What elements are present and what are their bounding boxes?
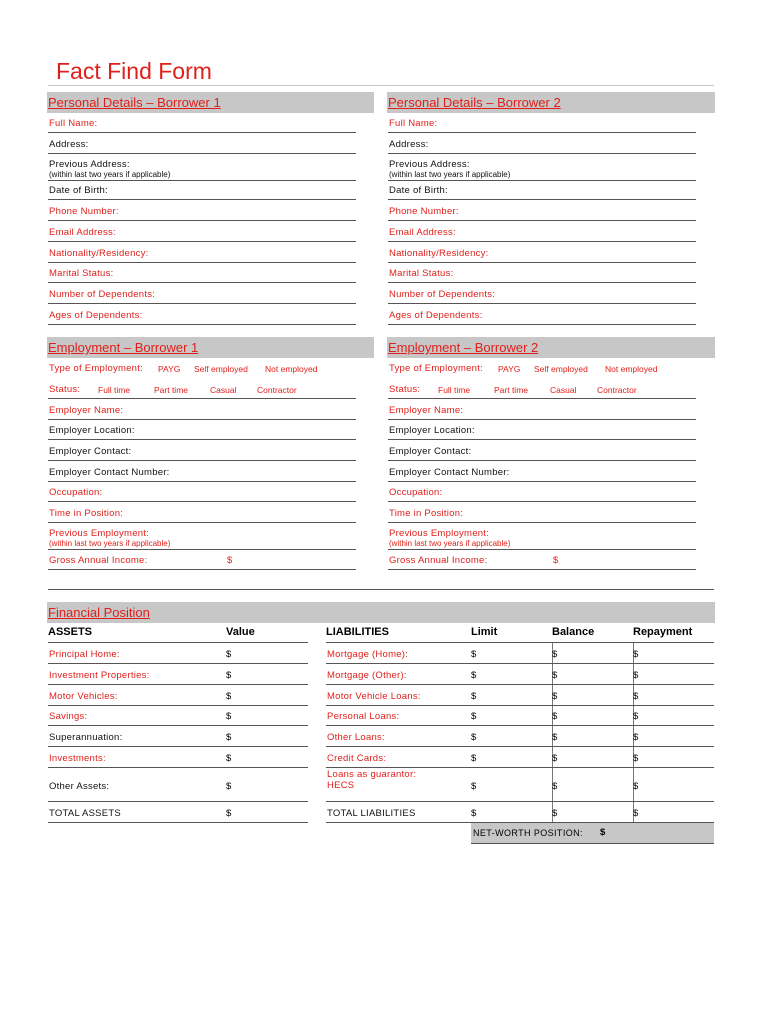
field-label-text: Marital Status: bbox=[389, 268, 454, 279]
asset-label: TOTAL ASSETS bbox=[49, 808, 121, 819]
personal-field-b1[interactable] bbox=[48, 242, 356, 263]
currency-symbol: $ bbox=[227, 555, 233, 566]
field-label bbox=[389, 185, 448, 196]
employment-field-b1[interactable] bbox=[48, 420, 356, 440]
liability-label bbox=[327, 808, 416, 819]
employment-field-b1[interactable] bbox=[48, 482, 356, 502]
liability-currency: $ bbox=[471, 753, 477, 764]
liability-label-text: Personal Loans: bbox=[327, 711, 400, 722]
personal-field-b1[interactable] bbox=[48, 154, 356, 181]
field-label-text: Full Name: bbox=[389, 118, 438, 129]
liability-label bbox=[327, 753, 386, 764]
liability-row[interactable] bbox=[326, 802, 714, 823]
field-label bbox=[389, 248, 489, 259]
field-label bbox=[389, 405, 463, 416]
employment-field-b1[interactable] bbox=[48, 461, 356, 482]
asset-value-currency: $ bbox=[226, 670, 232, 681]
personal-field-b2[interactable] bbox=[388, 133, 696, 154]
form-title: Fact Find Form bbox=[56, 58, 212, 84]
employment-status-option[interactable]: Casual bbox=[210, 385, 237, 395]
liability-currency: $ bbox=[471, 691, 477, 702]
employment-field-b2[interactable] bbox=[388, 399, 696, 420]
field-note: (within last two years if applicable) bbox=[49, 539, 171, 548]
asset-label: Investment Properties: bbox=[49, 670, 150, 681]
employment-b1-heading: Employment – Borrower 1 bbox=[48, 340, 199, 355]
asset-value-currency: $ bbox=[226, 781, 232, 792]
field-label-text: Employer Contact Number: bbox=[49, 467, 170, 478]
field-label bbox=[49, 227, 116, 238]
employment-status-option[interactable]: Contractor bbox=[597, 385, 637, 395]
personal-field-b2[interactable] bbox=[388, 221, 696, 242]
employment-field-b2[interactable] bbox=[388, 482, 696, 502]
liability-label bbox=[327, 711, 399, 722]
liability-row[interactable] bbox=[326, 726, 714, 747]
field-label-text: Email Address: bbox=[49, 227, 116, 238]
liability-currency: $ bbox=[471, 808, 477, 819]
liability-label bbox=[327, 649, 408, 660]
liability-currency: $ bbox=[633, 808, 639, 819]
liability-row[interactable] bbox=[326, 706, 714, 726]
employment-type-option[interactable]: Self employed bbox=[194, 364, 248, 374]
asset-value-currency: $ bbox=[226, 649, 232, 660]
employment-extra-line[interactable] bbox=[48, 570, 388, 590]
liability-row[interactable] bbox=[326, 685, 714, 706]
liability-label bbox=[327, 670, 407, 681]
field-label-text: Occupation: bbox=[49, 487, 103, 498]
liability-row[interactable] bbox=[326, 664, 714, 685]
field-label bbox=[49, 310, 142, 321]
field-label bbox=[49, 268, 113, 279]
field-underline bbox=[48, 822, 308, 823]
field-label-text: Time in Position: bbox=[49, 508, 124, 519]
repayment-header: Repayment bbox=[633, 626, 693, 638]
liability-currency: $ bbox=[552, 670, 558, 681]
field-label bbox=[389, 289, 495, 300]
field-label-text: Employer Name: bbox=[389, 405, 464, 416]
liability-label-text: Mortgage (Home): bbox=[327, 649, 409, 660]
field-label bbox=[389, 206, 459, 217]
field-label bbox=[389, 487, 442, 498]
asset-value-currency: $ bbox=[226, 732, 232, 743]
liability-currency: $ bbox=[552, 753, 558, 764]
liability-currency: $ bbox=[552, 711, 558, 722]
field-label-text: Gross Annual Income: bbox=[49, 555, 148, 566]
field-label-text: Employer Location: bbox=[49, 425, 135, 436]
employment-field-b2[interactable] bbox=[388, 440, 696, 461]
net-worth-currency: $ bbox=[600, 827, 606, 838]
employment-field-b2[interactable] bbox=[388, 523, 696, 550]
personal-b2-heading: Personal Details – Borrower 2 bbox=[388, 95, 561, 110]
field-label bbox=[389, 227, 456, 238]
asset-row[interactable] bbox=[48, 685, 308, 706]
assets-header: ASSETS bbox=[48, 626, 93, 638]
employment-field-b2[interactable] bbox=[388, 461, 696, 482]
field-label-text: Date of Birth: bbox=[49, 185, 108, 196]
employment-status-label: Status: bbox=[389, 384, 421, 395]
liability-currency: $ bbox=[471, 670, 477, 681]
field-label bbox=[389, 425, 475, 436]
field-label-text: Gross Annual Income: bbox=[389, 555, 488, 566]
employment-type-option[interactable]: PAYG bbox=[158, 364, 181, 374]
employment-type-option[interactable]: PAYG bbox=[498, 364, 521, 374]
field-underline bbox=[48, 324, 356, 325]
personal-field-b1[interactable] bbox=[48, 133, 356, 154]
field-label bbox=[49, 248, 149, 259]
personal-b1-heading: Personal Details – Borrower 1 bbox=[48, 95, 221, 110]
employment-type-option[interactable]: Not employed bbox=[605, 364, 658, 374]
field-label-text: Marital Status: bbox=[49, 268, 114, 279]
personal-field-b2[interactable] bbox=[388, 242, 696, 263]
personal-field-b1[interactable] bbox=[48, 263, 356, 283]
field-label bbox=[49, 446, 131, 457]
net-worth-label: NET-WORTH POSITION: bbox=[473, 828, 583, 838]
liability-row[interactable] bbox=[326, 643, 714, 664]
asset-label: Savings: bbox=[49, 711, 88, 722]
field-label bbox=[49, 289, 155, 300]
employment-field-b1[interactable] bbox=[48, 502, 356, 523]
field-label bbox=[49, 139, 89, 150]
field-underline bbox=[388, 324, 696, 325]
asset-label: Other Assets: bbox=[49, 781, 110, 792]
asset-row[interactable] bbox=[48, 768, 308, 802]
field-label-text: Employer Contact Number: bbox=[389, 467, 510, 478]
field-label bbox=[49, 555, 147, 566]
field-note: (within last two years if applicable) bbox=[389, 539, 511, 548]
employment-field-b2[interactable] bbox=[388, 420, 696, 440]
field-label bbox=[49, 185, 108, 196]
financial-heading: Financial Position bbox=[48, 605, 150, 620]
field-label bbox=[389, 528, 510, 549]
employment-status-option[interactable]: Casual bbox=[550, 385, 577, 395]
personal-field-b1[interactable] bbox=[48, 112, 356, 133]
liability-label-text-2: HECS bbox=[327, 780, 355, 791]
field-label-text: Nationality/Residency: bbox=[49, 248, 149, 259]
liability-currency: $ bbox=[552, 808, 558, 819]
employment-status-option[interactable]: Part time bbox=[494, 385, 529, 395]
employment-status-row-b2 bbox=[388, 378, 696, 399]
liability-label bbox=[327, 691, 421, 702]
liability-row[interactable] bbox=[326, 747, 714, 768]
personal-field-b2[interactable] bbox=[388, 283, 696, 304]
employment-field-b1[interactable] bbox=[48, 523, 356, 550]
asset-label: Investments: bbox=[49, 753, 106, 764]
field-label-text: Full Name: bbox=[49, 118, 98, 129]
field-label-text: Occupation: bbox=[389, 487, 443, 498]
liability-currency: $ bbox=[633, 649, 639, 660]
asset-label: Motor Vehicles: bbox=[49, 691, 118, 702]
asset-label: Superannuation: bbox=[49, 732, 123, 743]
liability-currency: $ bbox=[633, 670, 639, 681]
liability-currency: $ bbox=[471, 649, 477, 660]
asset-row[interactable] bbox=[48, 726, 308, 747]
field-label bbox=[389, 268, 453, 279]
asset-value-currency: $ bbox=[226, 753, 232, 764]
personal-field-b1[interactable] bbox=[48, 221, 356, 242]
field-label-text: Previous Address: bbox=[389, 159, 470, 170]
field-label-text: Date of Birth: bbox=[389, 185, 448, 196]
asset-row[interactable] bbox=[48, 664, 308, 685]
field-note: (within last two years if applicable) bbox=[49, 170, 171, 179]
personal-field-b1[interactable] bbox=[48, 304, 356, 325]
field-label bbox=[389, 508, 463, 519]
field-label-text: Ages of Dependents: bbox=[49, 310, 143, 321]
asset-label: Principal Home: bbox=[49, 649, 120, 660]
field-label-text: Previous Address: bbox=[49, 159, 130, 170]
field-label-text: Email Address: bbox=[389, 227, 456, 238]
liability-label-text: Motor Vehicle Loans: bbox=[327, 691, 421, 702]
liability-label bbox=[327, 769, 416, 791]
field-label bbox=[49, 118, 97, 129]
asset-row[interactable] bbox=[48, 706, 308, 726]
field-label-text: Previous Employment: bbox=[49, 528, 150, 539]
liability-currency: $ bbox=[633, 781, 639, 792]
liability-currency: $ bbox=[471, 711, 477, 722]
field-label-text: Phone Number: bbox=[49, 206, 119, 217]
liability-currency: $ bbox=[552, 691, 558, 702]
liability-currency: $ bbox=[633, 711, 639, 722]
employment-extra-line[interactable] bbox=[388, 570, 714, 590]
liability-currency: $ bbox=[633, 732, 639, 743]
field-label bbox=[389, 159, 510, 180]
title-divider bbox=[48, 85, 714, 86]
personal-field-b1[interactable] bbox=[48, 283, 356, 304]
liability-currency: $ bbox=[633, 753, 639, 764]
balance-header: Balance bbox=[552, 626, 595, 638]
employment-field-b1[interactable] bbox=[48, 399, 356, 420]
field-label bbox=[49, 528, 170, 549]
field-label bbox=[389, 467, 510, 478]
field-label-text: Ages of Dependents: bbox=[389, 310, 483, 321]
field-label bbox=[49, 508, 123, 519]
employment-field-b1[interactable] bbox=[48, 440, 356, 461]
asset-row[interactable] bbox=[48, 747, 308, 768]
field-label bbox=[389, 118, 437, 129]
asset-value-currency: $ bbox=[226, 808, 232, 819]
field-label-text: Number of Dependents: bbox=[389, 289, 496, 300]
field-label-text: Employer Contact: bbox=[49, 446, 132, 457]
employment-type-label: Type of Employment: bbox=[389, 363, 483, 374]
liability-currency: $ bbox=[552, 649, 558, 660]
field-label bbox=[49, 487, 102, 498]
currency-symbol: $ bbox=[553, 555, 559, 566]
personal-field-b2[interactable] bbox=[388, 263, 696, 283]
asset-row[interactable] bbox=[48, 643, 308, 664]
field-note: (within last two years if applicable) bbox=[389, 170, 511, 179]
field-label-text: Phone Number: bbox=[389, 206, 459, 217]
field-label bbox=[49, 159, 170, 180]
field-label bbox=[49, 425, 135, 436]
limit-header: Limit bbox=[471, 626, 498, 638]
liability-label-text: Credit Cards: bbox=[327, 753, 387, 764]
employment-status-option[interactable]: Full time bbox=[438, 385, 471, 395]
field-underline bbox=[388, 589, 714, 590]
employment-status-option[interactable]: Contractor bbox=[257, 385, 297, 395]
field-label bbox=[389, 139, 429, 150]
employment-status-option[interactable]: Full time bbox=[98, 385, 131, 395]
value-header: Value bbox=[226, 626, 255, 638]
employment-type-option[interactable]: Self employed bbox=[534, 364, 588, 374]
employment-field-b2[interactable] bbox=[388, 502, 696, 523]
field-label bbox=[49, 467, 170, 478]
field-label-text: Time in Position: bbox=[389, 508, 464, 519]
field-label bbox=[389, 555, 487, 566]
liability-label-text: Other Loans: bbox=[327, 732, 385, 743]
liability-currency: $ bbox=[552, 781, 558, 792]
field-label-text: Employer Location: bbox=[389, 425, 475, 436]
field-underline bbox=[48, 589, 388, 590]
field-label-text: Address: bbox=[49, 139, 89, 150]
personal-field-b2[interactable] bbox=[388, 200, 696, 221]
personal-field-b1[interactable] bbox=[48, 181, 356, 200]
liability-label-text: TOTAL LIABILITIES bbox=[327, 808, 416, 819]
liability-currency: $ bbox=[633, 691, 639, 702]
asset-value-currency: $ bbox=[226, 691, 232, 702]
field-label-text: Nationality/Residency: bbox=[389, 248, 489, 259]
liability-currency: $ bbox=[552, 732, 558, 743]
liability-label-text: Loans as guarantor: bbox=[327, 769, 417, 780]
personal-field-b2[interactable] bbox=[388, 112, 696, 133]
field-label bbox=[389, 310, 482, 321]
employment-field-b1[interactable] bbox=[48, 550, 356, 570]
liability-currency: $ bbox=[471, 781, 477, 792]
employment-status-label: Status: bbox=[49, 384, 81, 395]
liability-currency: $ bbox=[471, 732, 477, 743]
liabilities-header: LIABILITIES bbox=[326, 626, 389, 638]
personal-field-b2[interactable] bbox=[388, 304, 696, 325]
employment-type-label: Type of Employment: bbox=[49, 363, 143, 374]
liability-label-text: Mortgage (Other): bbox=[327, 670, 407, 681]
employment-type-option[interactable]: Not employed bbox=[265, 364, 318, 374]
field-label-text: Number of Dependents: bbox=[49, 289, 156, 300]
asset-value-currency: $ bbox=[226, 711, 232, 722]
liability-row[interactable] bbox=[326, 768, 714, 802]
personal-field-b2[interactable] bbox=[388, 154, 696, 181]
asset-row[interactable] bbox=[48, 802, 308, 823]
field-label bbox=[49, 206, 119, 217]
field-label bbox=[389, 446, 471, 457]
field-label bbox=[49, 405, 123, 416]
employment-b2-heading: Employment – Borrower 2 bbox=[388, 340, 539, 355]
field-label-text: Address: bbox=[389, 139, 429, 150]
employment-status-row-b1 bbox=[48, 378, 356, 399]
field-label-text: Employer Contact: bbox=[389, 446, 472, 457]
personal-field-b2[interactable] bbox=[388, 181, 696, 200]
field-label-text: Employer Name: bbox=[49, 405, 124, 416]
employment-status-option[interactable]: Part time bbox=[154, 385, 189, 395]
personal-field-b1[interactable] bbox=[48, 200, 356, 221]
employment-field-b2[interactable] bbox=[388, 550, 696, 570]
field-label-text: Previous Employment: bbox=[389, 528, 490, 539]
liability-label bbox=[327, 732, 385, 743]
